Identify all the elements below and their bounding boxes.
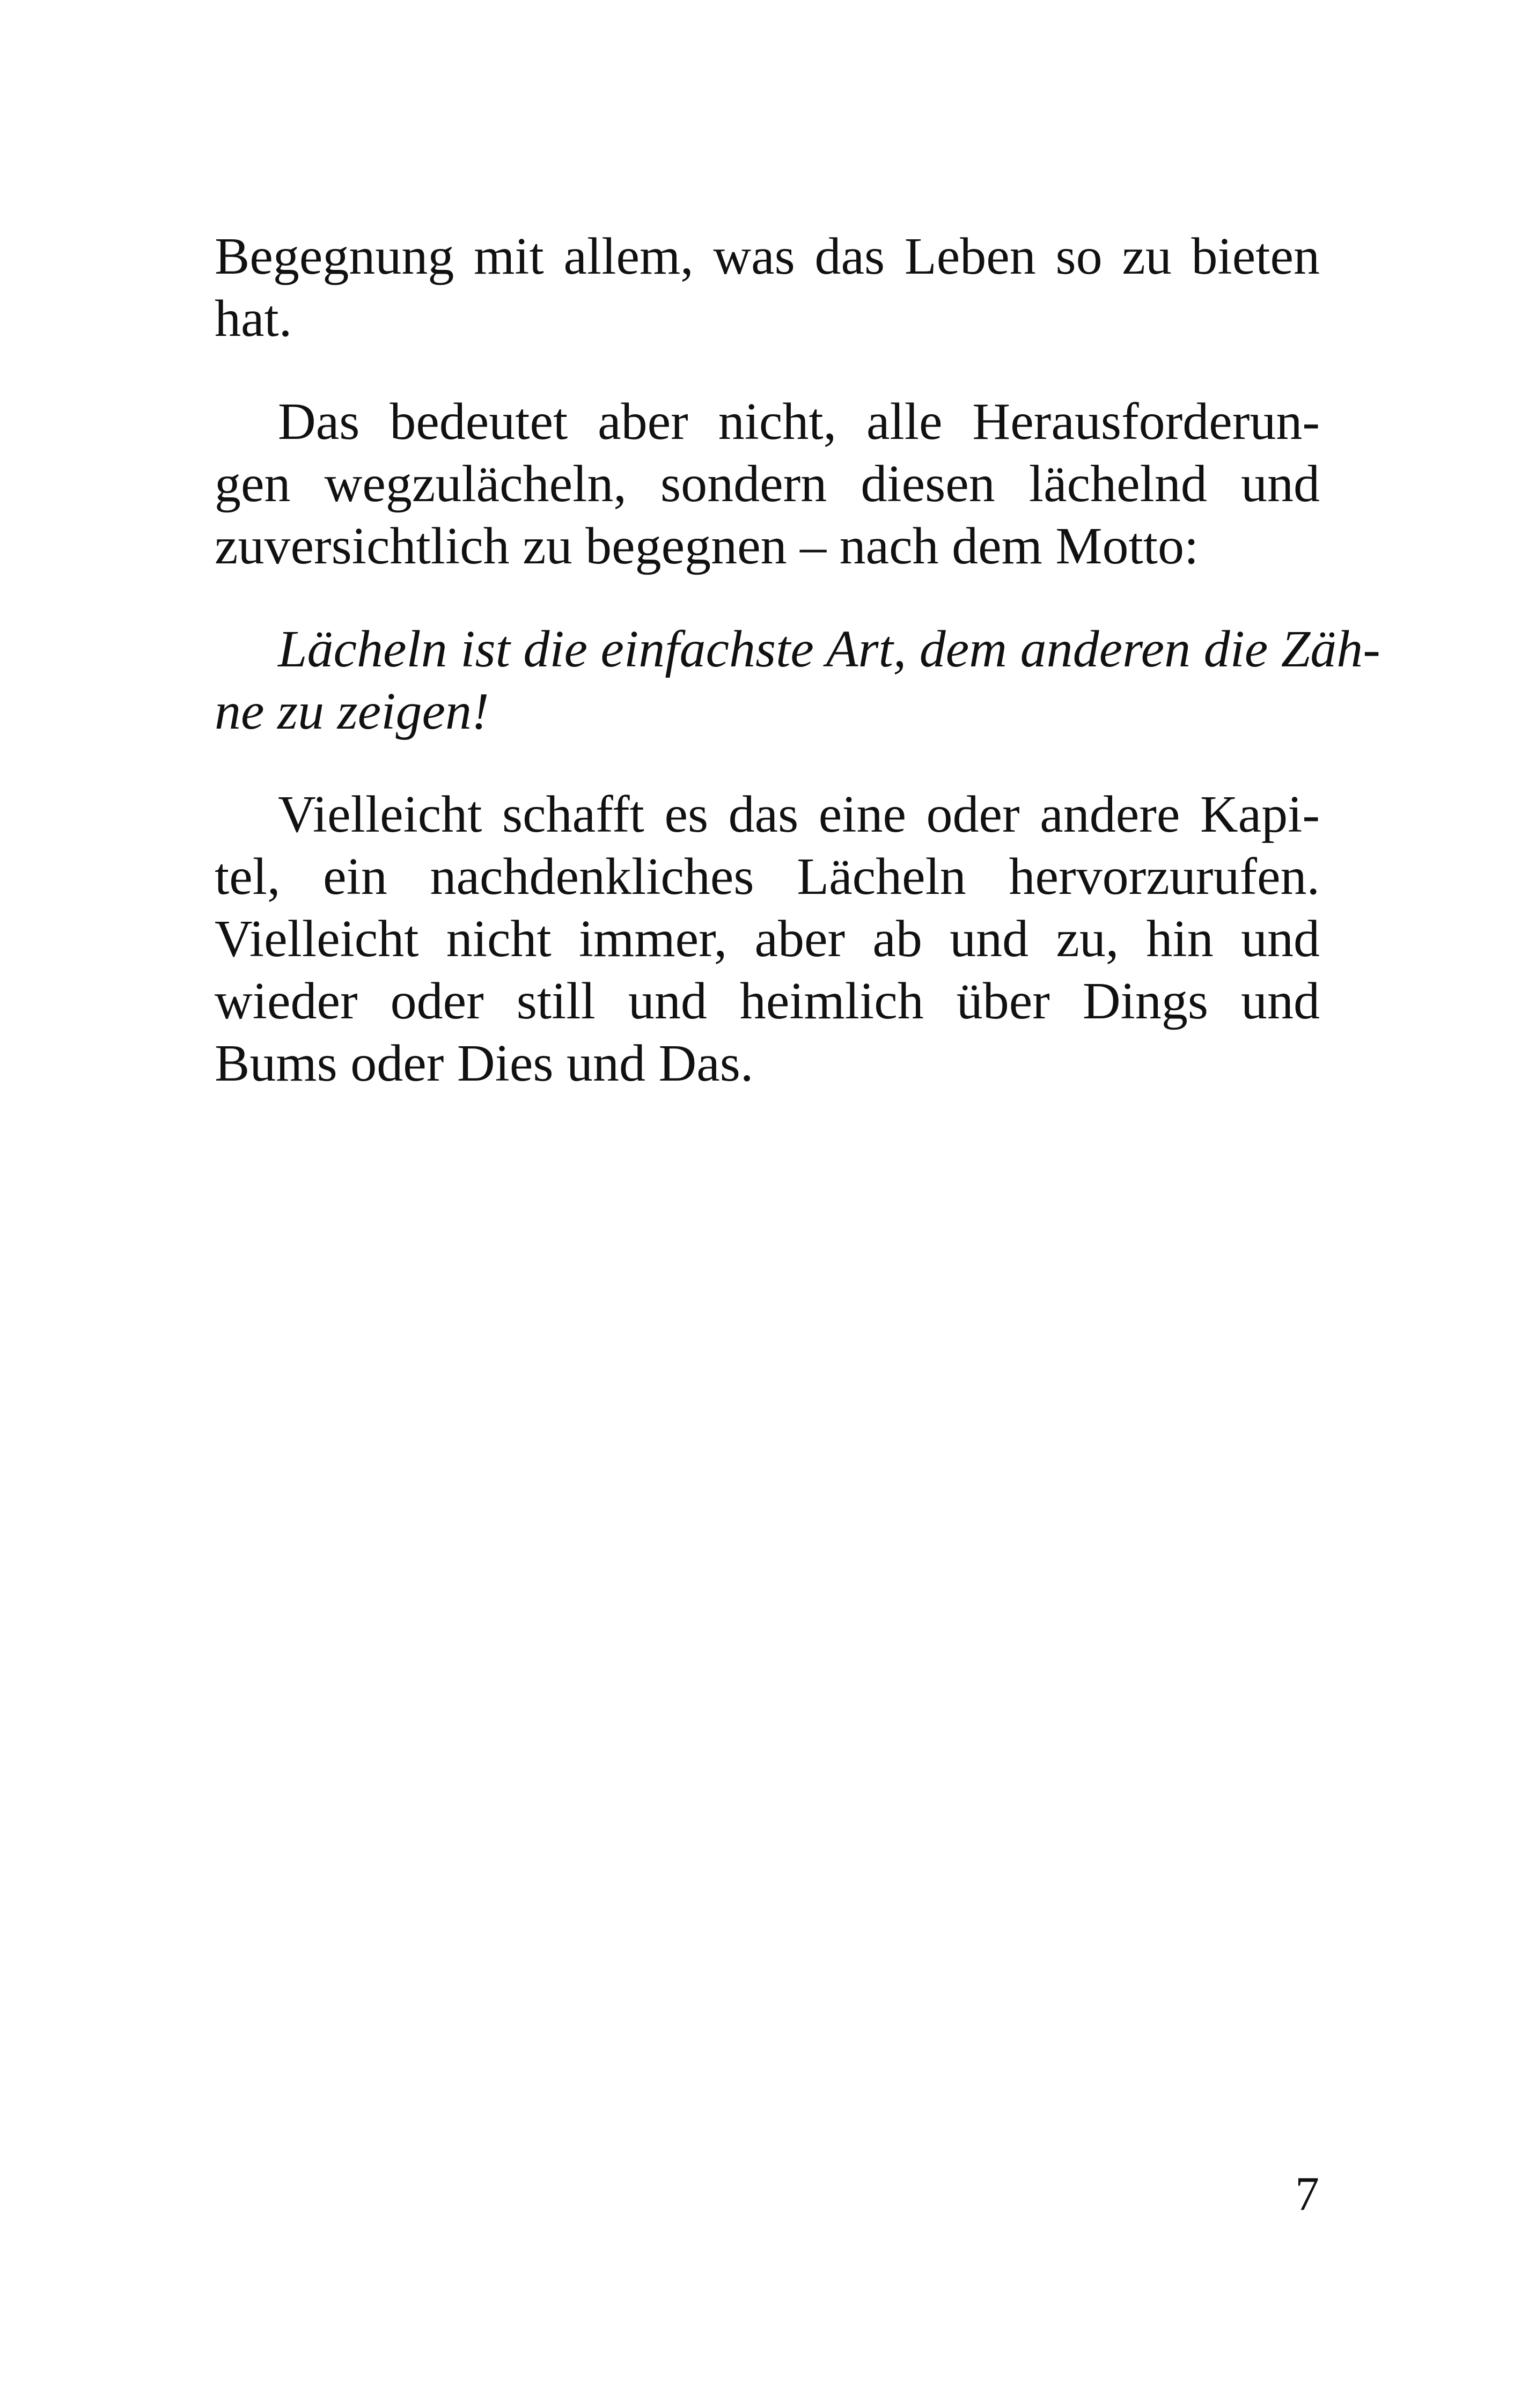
text-line: zuversichtlich zu begegnen – nach dem Motto:: [215, 517, 1199, 575]
paragraph-2: [215, 391, 1320, 577]
text-line: Lächeln ist die einfachste Art, dem anderen die Zäh-: [278, 620, 1380, 678]
text-line: Vielleicht schafft es das eine oder andere Kapi-: [278, 785, 1320, 843]
text-line: hat.: [215, 290, 292, 348]
paragraph-4: [215, 783, 1320, 1095]
paragraph-gap: [215, 350, 1320, 391]
text-line: Bums oder Dies und Das.: [215, 1034, 754, 1092]
paragraph-gap: [215, 577, 1320, 618]
text-line: gen wegzulächeln, sondern diesen lächelnd und: [215, 455, 1320, 513]
paragraph-gap: [215, 743, 1320, 783]
text-line: wieder oder still und heimlich über Dings und: [215, 972, 1320, 1030]
text-line: Vielleicht nicht immer, aber ab und zu, hin und: [215, 910, 1320, 968]
motto-quote: [215, 618, 1380, 743]
text-line: Das bedeutet aber nicht, alle Herausforderun-: [278, 393, 1320, 451]
paragraph-1: [215, 225, 1320, 350]
page-number: 7: [1295, 2168, 1319, 2221]
body-text: [215, 225, 1380, 1095]
text-line: ne zu zeigen!: [215, 682, 489, 740]
text-line: tel, ein nachdenkliches Lächeln hervorzurufen.: [215, 848, 1320, 906]
text-line: Begegnung mit allem, was das Leben so zu bieten: [215, 227, 1320, 285]
